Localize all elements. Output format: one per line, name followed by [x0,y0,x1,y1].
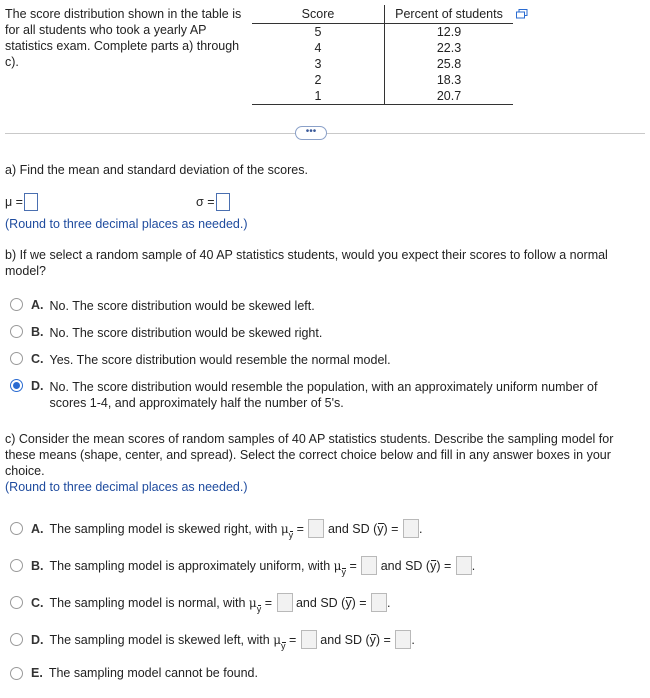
mean-answer-row [5,193,38,211]
sd-label: and SD [327,521,370,536]
subscript-y: y [288,529,294,540]
equals-sign: = [391,521,399,536]
option-c-a[interactable]: A. The sampling model is skewed right, with μ y = and SD ( y ) = . [10,519,422,538]
equals-sign: = [296,521,304,536]
option-c-b[interactable]: B. The sampling model is approximately uniform, with μ y = and SD ( y ) = . [10,556,475,575]
sd-input[interactable] [403,519,419,538]
radio-button[interactable] [10,325,23,338]
sd-label: and SD [320,632,362,647]
mean-input[interactable] [308,519,324,538]
ybar-symbol: y [377,521,384,536]
score-cell: 5 [314,25,322,39]
percent-cell: 22.3 [385,40,514,56]
part-a-question: a) Find the mean and standard deviation of the scores. [5,163,308,177]
radio-button[interactable] [10,633,23,646]
option-letter: D. [31,632,44,647]
header-percent: Percent of students [385,5,514,24]
mu-symbol: μ [248,595,257,610]
radio-button[interactable] [10,352,23,365]
copy-table-icon[interactable] [516,9,528,19]
table-row [252,40,513,56]
subscript-y: y [281,640,286,651]
mean-input[interactable] [301,630,317,649]
round-note-c: (Round to three decimal places as needed.) [5,480,248,494]
option-text: No. The score distribution would resemble the population, with an approximately uniform number of scores 1-4, and approximately half the number of 5's. [49,380,598,410]
sd-input[interactable] [216,193,230,211]
part-c-question: c) Consider the mean scores of random samples of 40 AP statistics students. Describe the sampling model for these means (shape, center, and spread). Select the correct choice below and fill in any answer boxes in your choice. [5,432,614,478]
percent-cell: 20.7 [385,88,514,105]
percent-cell: 18.3 [385,72,514,88]
sd-input[interactable] [456,556,472,575]
subscript-y: y [341,566,346,577]
sd-label: and SD [380,558,423,573]
mu-symbol: μ [280,521,289,536]
radio-button[interactable] [10,298,23,311]
score-cell: 3 [314,57,322,71]
option-text: The sampling model is skewed right, with [49,521,278,536]
option-letter: A. [31,298,44,312]
option-letter: E. [31,666,43,680]
radio-button-selected[interactable] [10,379,23,392]
radio-button[interactable] [10,596,23,609]
equals-sign: = [443,558,452,573]
ybar-symbol: y [369,632,376,647]
round-note-a: (Round to three decimal places as needed.) [5,217,248,231]
mu-symbol: μ [273,632,282,647]
option-letter: B. [31,558,44,573]
option-c-c[interactable]: C. The sampling model is normal, with μ y = and SD ( y ) = . [10,593,391,612]
mean-input[interactable] [24,193,38,211]
option-letter: D. [31,379,44,393]
equals-sign: = [264,595,273,610]
option-text: No. The score distribution would be skewed right. [49,326,323,340]
option-text: The sampling model is normal, with [49,595,246,610]
option-b-c[interactable] [10,352,391,368]
option-c-d[interactable]: D. The sampling model is skewed left, with μ y = and SD ( y ) = . [10,630,415,649]
score-cell: 2 [314,73,322,87]
problem-intro: The score distribution shown in the table is for all students who took a yearly AP statistics exam. Complete parts a) through c). [5,7,242,69]
option-text: The sampling model cannot be found. [48,666,258,680]
percent-cell: 12.9 [385,24,514,41]
option-letter: C. [31,352,44,366]
sd-input[interactable] [395,630,411,649]
mu-symbol: μ [333,558,342,573]
radio-button[interactable] [10,559,23,572]
part-b-question: b) If we select a random sample of 40 AP statistics students, would you expect their scores to follow a normal model? [5,248,608,278]
mu-label: μ = [5,195,23,209]
percent-cell: 25.8 [385,56,514,72]
option-b-a[interactable] [10,298,315,314]
score-cell: 1 [252,88,385,105]
option-text: The sampling model is skewed left, with [49,632,270,647]
header-score: Score [252,5,385,24]
option-letter: B. [31,325,44,339]
table-row [252,56,513,72]
option-b-d[interactable] [10,379,630,411]
mean-input[interactable] [277,593,293,612]
option-text: The sampling model is approximately uniform, with [49,558,331,573]
equals-sign: = [289,632,297,647]
mean-input[interactable] [361,556,377,575]
option-b-b[interactable] [10,325,322,341]
score-cell: 4 [314,41,322,55]
option-letter: C. [31,595,44,610]
subscript-y: y [256,603,262,614]
sd-input[interactable] [371,593,387,612]
equals-sign: = [383,632,391,647]
radio-button[interactable] [10,522,23,535]
score-table [252,5,513,105]
option-text: No. The score distribution would be skewed left. [49,299,315,313]
ybar-symbol: y [430,558,437,573]
radio-button[interactable] [10,667,23,680]
table-row [252,72,513,88]
expand-more-button[interactable]: ••• [295,126,327,140]
equals-sign: = [349,558,357,573]
option-letter: A. [31,521,44,536]
option-c-e[interactable] [10,666,258,680]
option-text: Yes. The score distribution would resemble the normal model. [49,353,391,367]
table-row [252,88,513,105]
sd-label: and SD [295,595,338,610]
equals-sign: = [359,595,367,610]
sd-answer-row [196,193,230,211]
sigma-label: σ = [196,195,215,209]
table-row [252,24,513,41]
ybar-symbol: y [345,595,352,610]
